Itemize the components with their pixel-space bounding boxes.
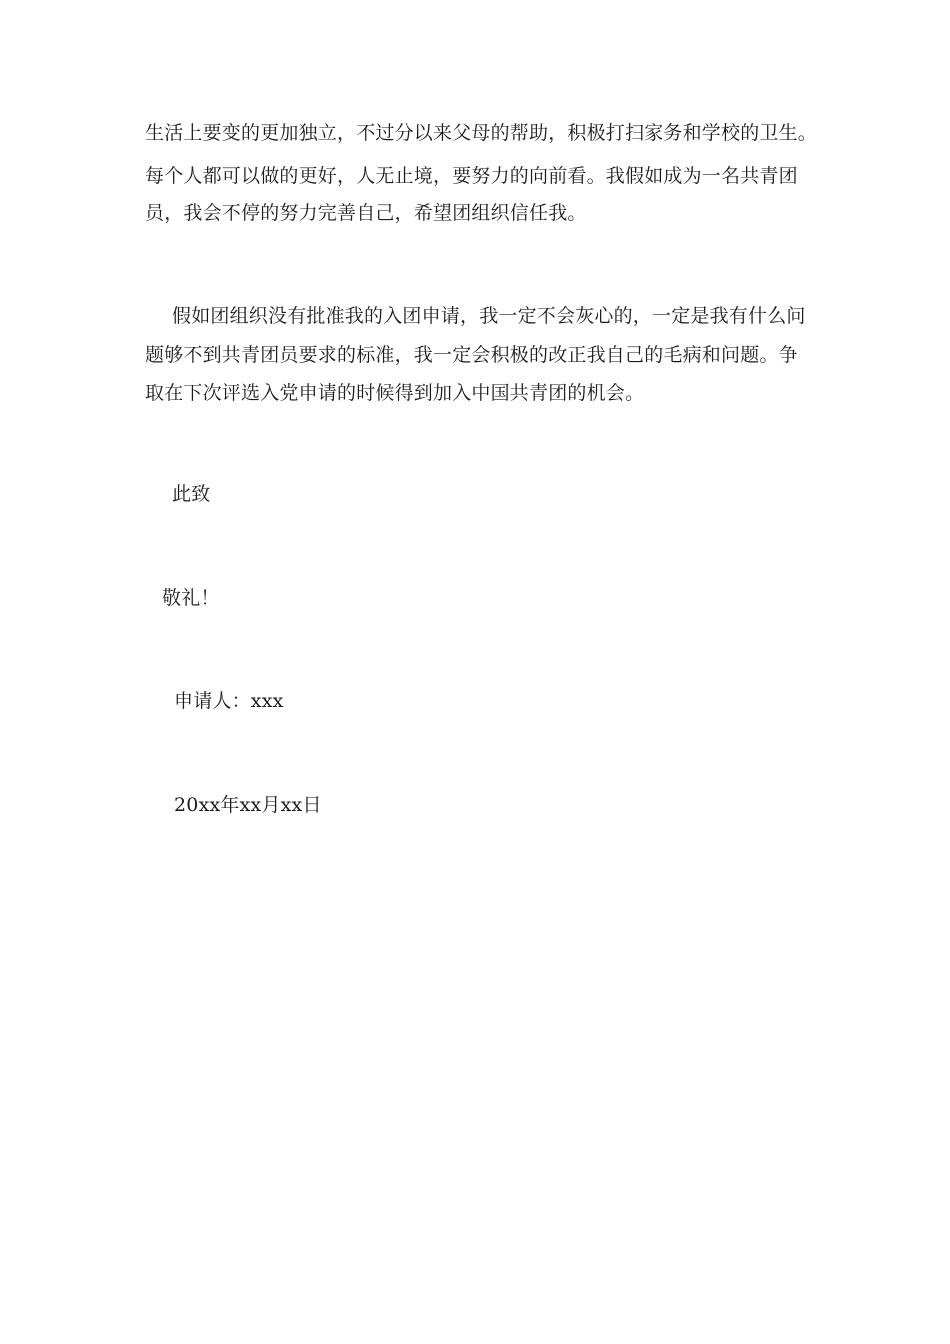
- paragraph-2-line-1: 假如团组织没有批准我的入团申请，我一定不会灰心的，一定是我有什么问: [172, 305, 806, 327]
- paragraph-2-line-2: 题够不到共青团员要求的标准，我一定会积极的改正我自己的毛病和问题。争: [145, 344, 798, 366]
- applicant-signature: 申请人：xxx: [174, 690, 284, 712]
- paragraph-1-line-1: 生活上要变的更加独立，不过分以来父母的帮助，积极打扫家务和学校的卫生。: [145, 122, 818, 144]
- paragraph-1-line-3: 员，我会不停的努力完善自己，希望团组织信任我。: [145, 202, 587, 224]
- date-text: 20xx年xx月xx日: [174, 794, 322, 816]
- paragraph-1-line-2: 每个人都可以做的更好，人无止境，要努力的向前看。我假如成为一名共青团: [145, 165, 798, 187]
- salutation-text: 敬礼！: [162, 587, 220, 609]
- paragraph-2-line-3: 取在下次评选入党申请的时候得到加入中国共青团的机会。: [145, 382, 645, 404]
- closing-text: 此致: [172, 483, 211, 505]
